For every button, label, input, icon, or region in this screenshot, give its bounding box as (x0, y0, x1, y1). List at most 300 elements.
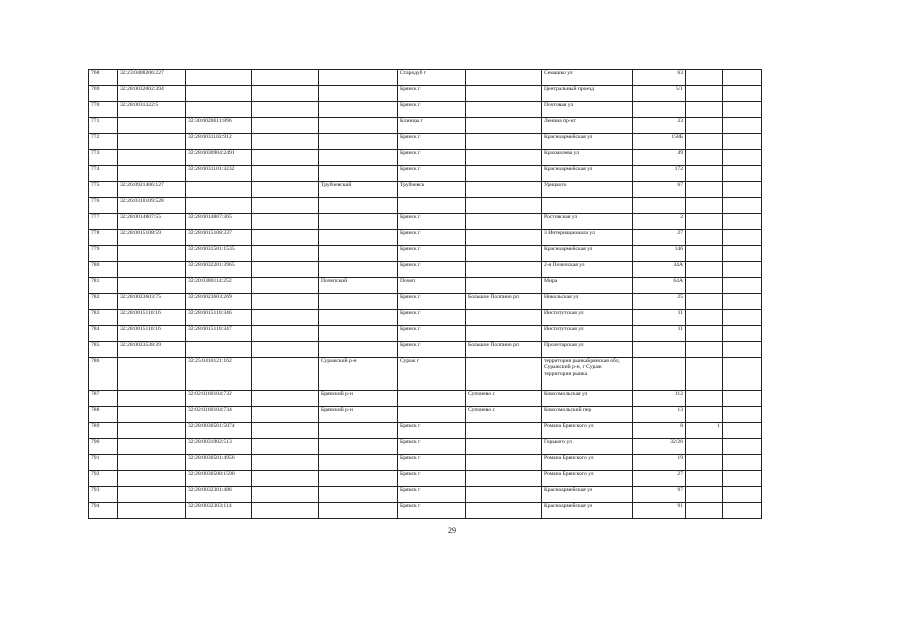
cell-cadastral-number-building: 32:02:0160104:734 (186, 407, 252, 423)
cell-building-number (686, 182, 723, 198)
cell-column-4 (252, 70, 319, 86)
cell-settlement (466, 310, 542, 326)
cell-row-number: 791 (89, 455, 118, 471)
cell-column-4 (252, 326, 319, 342)
cell-building-number (686, 278, 723, 294)
cell-column-11 (723, 391, 762, 407)
cell-locality (398, 198, 466, 214)
cell-house-number: 11 (633, 326, 686, 342)
cell-building-number (686, 294, 723, 310)
cell-building-number (686, 230, 723, 246)
cell-house-number (633, 102, 686, 118)
cell-street: Семашко ул (542, 70, 633, 86)
cell-column-4 (252, 455, 319, 471)
table-body (89, 70, 762, 519)
cell-row-number: 782 (89, 294, 118, 310)
cell-cadastral-number-land: 32:28:0023538:39 (118, 342, 186, 358)
cell-column-11 (723, 326, 762, 342)
cell-column-11 (723, 358, 762, 391)
cell-cadastral-number-land (118, 503, 186, 519)
table-row (89, 310, 762, 326)
cell-house-number: 5/1 (633, 86, 686, 102)
table-row (89, 134, 762, 150)
cell-house-number: 11 (633, 310, 686, 326)
cell-street: 2-я Почепская ул (542, 262, 633, 278)
cell-street: Красноармейская ул (542, 166, 633, 182)
cell-district (319, 134, 398, 150)
cell-building-number (686, 487, 723, 503)
cell-building-number (686, 118, 723, 134)
cell-house-number: 49 (633, 150, 686, 166)
cell-district (319, 214, 398, 230)
cell-cadastral-number-land (118, 439, 186, 455)
cell-column-4 (252, 214, 319, 230)
cell-building-number (686, 198, 723, 214)
table-row (89, 391, 762, 407)
cell-cadastral-number-building: 32:28:0032303:114 (186, 503, 252, 519)
cell-district: Трубчевский (319, 182, 398, 198)
table-row (89, 407, 762, 423)
cell-row-number: 768 (89, 70, 118, 86)
cell-building-number (686, 326, 723, 342)
cell-row-number: 778 (89, 230, 118, 246)
cell-locality: Брянск г (398, 503, 466, 519)
cell-district (319, 230, 398, 246)
cell-cadastral-number-land (118, 278, 186, 294)
cell-column-11 (723, 455, 762, 471)
cell-cadastral-number-land: 32:26:0921406:127 (118, 182, 186, 198)
cell-column-4 (252, 118, 319, 134)
cell-settlement: Большое Полпино рп (466, 342, 542, 358)
cell-cadastral-number-land (118, 166, 186, 182)
cell-house-number: 27 (633, 230, 686, 246)
cell-cadastral-number-land (118, 487, 186, 503)
cell-street: Ростовская ул (542, 214, 633, 230)
cell-street: Институтская ул (542, 326, 633, 342)
cell-row-number: 794 (89, 503, 118, 519)
cell-column-11 (723, 70, 762, 86)
cell-cadastral-number-land (118, 262, 186, 278)
cell-column-11 (723, 230, 762, 246)
cell-cadastral-number-land: 32:28:0023603:75 (118, 294, 186, 310)
cell-column-4 (252, 358, 319, 391)
cell-row-number: 789 (89, 423, 118, 439)
cell-column-4 (252, 391, 319, 407)
cell-street: Красноармейская ул (542, 246, 633, 262)
cell-column-11 (723, 150, 762, 166)
cell-street: Пролетарская ул (542, 342, 633, 358)
cell-street: Романа Брянского ул (542, 423, 633, 439)
cell-street: 3 Интернационала ул (542, 230, 633, 246)
cell-row-number: 781 (89, 278, 118, 294)
cell-building-number (686, 70, 723, 86)
cell-locality: Брянск г (398, 150, 466, 166)
cell-locality: Брянск г (398, 423, 466, 439)
cell-district (319, 246, 398, 262)
table-row (89, 214, 762, 230)
table-row (89, 198, 762, 214)
cell-row-number: 790 (89, 439, 118, 455)
cell-building-number (686, 342, 723, 358)
cell-settlement (466, 102, 542, 118)
cell-column-4 (252, 342, 319, 358)
cell-column-11 (723, 86, 762, 102)
cell-house-number (633, 198, 686, 214)
table-row (89, 294, 762, 310)
cell-street: территория рынкаБрянская обл, Суражский р-н, г Сураж территория рынка (542, 358, 633, 391)
cell-column-11 (723, 134, 762, 150)
cell-settlement (466, 230, 542, 246)
cell-cadastral-number-land: 32:28:0015110:16 (118, 310, 186, 326)
cell-locality: Брянск г (398, 166, 466, 182)
cell-street: Ленина пр-кт (542, 118, 633, 134)
cell-settlement (466, 358, 542, 391)
cell-building-number (686, 86, 723, 102)
cell-settlement (466, 278, 542, 294)
cell-cadastral-number-building: 32:28:0032301:486 (186, 487, 252, 503)
cell-cadastral-number-land (118, 391, 186, 407)
cell-settlement (466, 439, 542, 455)
cell-street: Никольская ул (542, 294, 633, 310)
cell-row-number: 786 (89, 358, 118, 391)
table-row (89, 166, 762, 182)
cell-house-number: 146 (633, 246, 686, 262)
cell-column-11 (723, 182, 762, 198)
cell-settlement (466, 423, 542, 439)
table-row (89, 439, 762, 455)
cell-house-number: 172 (633, 166, 686, 182)
cell-cadastral-number-land: 32:28:0031322:5 (118, 102, 186, 118)
cell-column-11 (723, 487, 762, 503)
cell-column-4 (252, 166, 319, 182)
cell-settlement (466, 214, 542, 230)
cell-house-number: 19 (633, 455, 686, 471)
table-row (89, 358, 762, 391)
cell-district (319, 310, 398, 326)
cell-locality: Брянск г (398, 310, 466, 326)
cell-district (319, 471, 398, 487)
cell-house-number: 8 (633, 423, 686, 439)
cell-district: Суражский р-н (319, 358, 398, 391)
cell-locality: Брянск г (398, 326, 466, 342)
table-row (89, 278, 762, 294)
table-row (89, 503, 762, 519)
cell-district (319, 150, 398, 166)
cell-column-11 (723, 342, 762, 358)
cell-column-11 (723, 294, 762, 310)
cell-locality: Брянск г (398, 471, 466, 487)
cell-locality (398, 391, 466, 407)
cell-building-number (686, 166, 723, 182)
cell-settlement (466, 455, 542, 471)
cell-building-number (686, 214, 723, 230)
cell-column-11 (723, 214, 762, 230)
cell-district (319, 102, 398, 118)
cell-cadastral-number-land (118, 246, 186, 262)
cell-building-number (686, 262, 723, 278)
cell-column-4 (252, 407, 319, 423)
cell-house-number (633, 342, 686, 358)
cell-district: Брянский р-н (319, 391, 398, 407)
cell-cadastral-number-building: 32:20:0380114:252 (186, 278, 252, 294)
cell-cadastral-number-building: 32:28:0031902:513 (186, 439, 252, 455)
cell-district (319, 342, 398, 358)
cell-cadastral-number-land (118, 358, 186, 391)
cell-house-number: 158Б (633, 134, 686, 150)
cell-locality: Сураж г (398, 358, 466, 391)
cell-settlement (466, 487, 542, 503)
cell-column-4 (252, 182, 319, 198)
cell-column-11 (723, 118, 762, 134)
cell-settlement (466, 246, 542, 262)
cell-locality: Стародуб г (398, 70, 466, 86)
cell-building-number (686, 407, 723, 423)
cell-locality: Брянск г (398, 262, 466, 278)
cell-column-4 (252, 86, 319, 102)
cell-street: Горького ул (542, 439, 633, 455)
cell-building-number (686, 150, 723, 166)
cell-street: Крахмалева ул (542, 150, 633, 166)
cell-column-11 (723, 246, 762, 262)
cell-cadastral-number-land: 32:28:0015108:59 (118, 230, 186, 246)
cell-column-11 (723, 278, 762, 294)
registry-table (88, 69, 762, 519)
table-row (89, 70, 762, 86)
cell-house-number: 97 (633, 487, 686, 503)
cell-street: Почтовая ул (542, 102, 633, 118)
cell-cadastral-number-building: 32:28:0032201:3965 (186, 262, 252, 278)
cell-cadastral-number-building: 32:28:0030501:5074 (186, 423, 252, 439)
cell-street: Центральный проезд (542, 86, 633, 102)
table-row (89, 487, 762, 503)
cell-column-11 (723, 471, 762, 487)
cell-house-number: 34А (633, 262, 686, 278)
table-row (89, 455, 762, 471)
cell-column-4 (252, 246, 319, 262)
cell-column-4 (252, 150, 319, 166)
cell-house-number: 27 (633, 471, 686, 487)
cell-locality: Брянск г (398, 246, 466, 262)
cell-district (319, 423, 398, 439)
cell-column-11 (723, 407, 762, 423)
table-row (89, 262, 762, 278)
cell-street: Красноармейская ул (542, 487, 633, 503)
cell-settlement (466, 198, 542, 214)
cell-district (319, 503, 398, 519)
cell-building-number: 1 (686, 423, 723, 439)
cell-cadastral-number-building: 32:28:0015110:346 (186, 310, 252, 326)
cell-building-number (686, 358, 723, 391)
cell-locality: Брянск г (398, 230, 466, 246)
cell-district (319, 198, 398, 214)
cell-street: Институтская ул (542, 310, 633, 326)
cell-column-4 (252, 230, 319, 246)
cell-cadastral-number-land (118, 455, 186, 471)
cell-street: Комсомольская ул (542, 391, 633, 407)
page-number: 29 (448, 526, 456, 535)
cell-cadastral-number-building: 32:28:0031102:912 (186, 134, 252, 150)
cell-cadastral-number-land (118, 423, 186, 439)
cell-cadastral-number-building (186, 182, 252, 198)
cell-locality: Брянск г (398, 86, 466, 102)
cell-locality: Почеп (398, 278, 466, 294)
cell-street: Мира (542, 278, 633, 294)
table-row (89, 118, 762, 134)
cell-district (319, 455, 398, 471)
cell-locality: Трубчевск (398, 182, 466, 198)
cell-row-number: 792 (89, 471, 118, 487)
cell-district (319, 439, 398, 455)
cell-settlement (466, 134, 542, 150)
cell-cadastral-number-building (186, 102, 252, 118)
cell-locality: Брянск г (398, 214, 466, 230)
cell-cadastral-number-land (118, 471, 186, 487)
cell-column-11 (723, 166, 762, 182)
cell-house-number: 2 (633, 214, 686, 230)
cell-column-4 (252, 262, 319, 278)
cell-column-4 (252, 102, 319, 118)
cell-column-4 (252, 423, 319, 439)
cell-row-number: 787 (89, 391, 118, 407)
cell-house-number: 13 (633, 407, 686, 423)
cell-district: Брянский р-н (319, 407, 398, 423)
cell-row-number: 773 (89, 150, 118, 166)
cell-settlement: Большое Полпино рп (466, 294, 542, 310)
cell-column-4 (252, 310, 319, 326)
cell-cadastral-number-building (186, 70, 252, 86)
cell-cadastral-number-building (186, 86, 252, 102)
cell-cadastral-number-land: 32:28:0015110:16 (118, 326, 186, 342)
cell-cadastral-number-building: 32:28:0030508:1590 (186, 471, 252, 487)
cell-building-number (686, 134, 723, 150)
cell-settlement (466, 118, 542, 134)
cell-locality (398, 407, 466, 423)
cell-locality: Брянск г (398, 487, 466, 503)
cell-building-number (686, 310, 723, 326)
cell-cadastral-number-building: 32:28:0015108:337 (186, 230, 252, 246)
cell-row-number: 775 (89, 182, 118, 198)
cell-column-4 (252, 503, 319, 519)
cell-settlement (466, 326, 542, 342)
cell-cadastral-number-building: 32:28:0031501:1535 (186, 246, 252, 262)
cell-column-4 (252, 471, 319, 487)
cell-building-number (686, 471, 723, 487)
cell-row-number: 774 (89, 166, 118, 182)
cell-street: Красноармейская ул (542, 503, 633, 519)
table-row (89, 230, 762, 246)
cell-row-number: 772 (89, 134, 118, 150)
cell-house-number: 25 (633, 294, 686, 310)
cell-column-11 (723, 503, 762, 519)
cell-cadastral-number-building: 32:25:0410121:162 (186, 358, 252, 391)
cell-cadastral-number-land: 32:26:0310109:528 (118, 198, 186, 214)
cell-column-4 (252, 198, 319, 214)
table-row (89, 246, 762, 262)
cell-column-11 (723, 439, 762, 455)
cell-cadastral-number-building: 32:02:0160104:732 (186, 391, 252, 407)
cell-cadastral-number-building: 32:28:0014807:365 (186, 214, 252, 230)
cell-settlement (466, 86, 542, 102)
table-row (89, 471, 762, 487)
cell-locality: Брянск г (398, 455, 466, 471)
cell-house-number: 91 (633, 503, 686, 519)
cell-row-number: 777 (89, 214, 118, 230)
cell-building-number (686, 246, 723, 262)
cell-district (319, 86, 398, 102)
cell-district (319, 294, 398, 310)
cell-street: Красноармейская ул (542, 134, 633, 150)
cell-cadastral-number-building: 32:28:0023603:269 (186, 294, 252, 310)
cell-row-number: 776 (89, 198, 118, 214)
cell-street: Комсомольский пер (542, 407, 633, 423)
cell-row-number: 769 (89, 86, 118, 102)
cell-district: Почепский (319, 278, 398, 294)
cell-locality: Брянск г (398, 134, 466, 150)
cell-cadastral-number-land (118, 118, 186, 134)
cell-row-number: 779 (89, 246, 118, 262)
cell-house-number: 112 (633, 391, 686, 407)
cell-cadastral-number-building: 32:28:0015110:347 (186, 326, 252, 342)
cell-row-number: 793 (89, 487, 118, 503)
cell-cadastral-number-building: 32:28:0030501:4956 (186, 455, 252, 471)
cell-column-11 (723, 310, 762, 326)
cell-district (319, 70, 398, 86)
cell-row-number: 771 (89, 118, 118, 134)
table-row (89, 423, 762, 439)
table-row (89, 150, 762, 166)
cell-row-number: 780 (89, 262, 118, 278)
cell-column-11 (723, 102, 762, 118)
cell-cadastral-number-land (118, 134, 186, 150)
cell-settlement (466, 150, 542, 166)
cell-cadastral-number-land (118, 150, 186, 166)
cell-building-number (686, 439, 723, 455)
cell-locality: Клинцы г (398, 118, 466, 134)
table-row (89, 102, 762, 118)
table-row (89, 182, 762, 198)
cell-column-4 (252, 487, 319, 503)
cell-street: Урицкого (542, 182, 633, 198)
cell-cadastral-number-land: 32:28:0032002:394 (118, 86, 186, 102)
cell-street: Романа Брянского ул (542, 471, 633, 487)
cell-cadastral-number-land: 32:28:0014807:55 (118, 214, 186, 230)
cell-district (319, 166, 398, 182)
cell-district (319, 487, 398, 503)
cell-building-number (686, 391, 723, 407)
cell-house-number: 33 (633, 118, 686, 134)
cell-column-11 (723, 423, 762, 439)
cell-cadastral-number-land (118, 407, 186, 423)
cell-district (319, 326, 398, 342)
cell-settlement: Супонево с (466, 391, 542, 407)
cell-row-number: 783 (89, 310, 118, 326)
cell-row-number: 785 (89, 342, 118, 358)
cell-street: Романа Брянского ул (542, 455, 633, 471)
cell-row-number: 784 (89, 326, 118, 342)
cell-cadastral-number-building: 32:28:0031101:3232 (186, 166, 252, 182)
cell-cadastral-number-building (186, 342, 252, 358)
cell-cadastral-number-building: 32:28:0030904:2491 (186, 150, 252, 166)
cell-building-number (686, 102, 723, 118)
cell-locality: Брянск г (398, 439, 466, 455)
cell-column-4 (252, 134, 319, 150)
cell-settlement (466, 471, 542, 487)
table-row (89, 86, 762, 102)
cell-settlement (466, 70, 542, 86)
cell-settlement (466, 503, 542, 519)
cell-district (319, 262, 398, 278)
cell-cadastral-number-building: 32:30:0020611:896 (186, 118, 252, 134)
